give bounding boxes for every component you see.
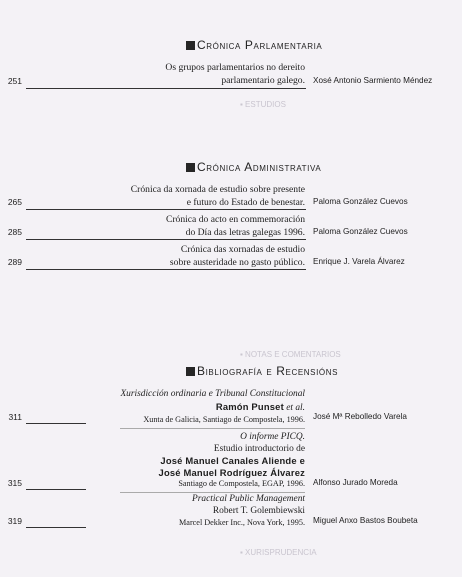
- show-through-text: ▪ XURISPRUDENCIA: [240, 548, 317, 557]
- work-title: O informe PICQ.: [240, 432, 305, 442]
- heading-square-icon: [186, 163, 195, 172]
- reviewer: Alfonso Jurado Moreda: [313, 478, 398, 487]
- review-details: [159, 432, 305, 490]
- heading-square-icon: [186, 41, 195, 50]
- page-number: 251: [7, 76, 22, 86]
- entry-author: Paloma González Cuevos: [313, 227, 408, 236]
- page-number: 319: [7, 516, 22, 526]
- entry-author: Enrique J. Varela Álvarez: [313, 257, 405, 266]
- page-number: 285: [7, 227, 22, 237]
- show-through-text: ▪ ESTUDIOS: [240, 100, 286, 109]
- entry-title: Crónica da xornada de estudio sobre presente e futuro do Estado de benestar.: [130, 184, 305, 208]
- review-details: [120, 389, 305, 426]
- publisher: Xunta de Galicia, Santiago de Compostela, 1996.: [143, 415, 305, 425]
- entry-divider: [120, 492, 305, 493]
- leader-rule: [26, 209, 306, 210]
- book-author-line: José Manuel Rodríguez Álvarez: [158, 466, 305, 478]
- entry-author: Paloma González Cuevos: [313, 197, 408, 206]
- leader-rule: [26, 269, 306, 270]
- reviewer: José Mª Rebolledo Varela: [313, 412, 407, 421]
- section-heading-bibliografia: Bibliografía e Recensións: [186, 364, 338, 378]
- entry-title: Os grupos parlamentarios no dereito parlamentario galego.: [165, 62, 305, 86]
- leader-rule: [26, 239, 306, 240]
- work-title: Practical Public Management: [192, 494, 305, 504]
- entry-divider: [120, 428, 305, 429]
- reviewer: Miguel Anxo Bastos Boubeta: [313, 516, 418, 525]
- publisher: Marcel Dekker Inc., Nova York, 1995.: [179, 518, 305, 528]
- work-subtitle: Estudio introductorio de: [213, 443, 305, 454]
- section-heading-administrativa: Crónica Administrativa: [186, 160, 321, 174]
- page-number: 311: [8, 412, 22, 422]
- book-author-line: Ramón Punset et al.: [215, 400, 305, 413]
- review-details: [179, 494, 305, 529]
- work-title: Xurisdicción ordinaria e Tribunal Constitucional: [120, 389, 305, 399]
- publisher: Santiago de Compostela, EGAP, 1996.: [178, 479, 305, 489]
- show-through-text: ▪ NOTAS E COMENTARIOS: [240, 350, 341, 359]
- leader-rule: [26, 88, 306, 89]
- leader-rule: [26, 489, 86, 490]
- heading-square-icon: [186, 367, 195, 376]
- section-heading-parlamentaria: Crónica Parlamentaria: [186, 38, 322, 52]
- entry-title: Crónica do acto en commemoración do Día das letras galegas 1996.: [165, 214, 305, 238]
- entry-author: Xosé Antonio Sarmiento Méndez: [313, 76, 433, 85]
- page-number: 315: [7, 478, 22, 488]
- page-number: 289: [7, 257, 22, 267]
- leader-rule: [26, 423, 86, 424]
- book-author-line: José Manuel Canales Aliende e: [160, 455, 305, 467]
- leader-rule: [26, 527, 86, 528]
- book-author-line: Robert T. Golembiewski: [212, 505, 305, 516]
- page-number: 265: [7, 197, 22, 207]
- entry-title: Crónica das xornadas de estudio sobre austeridade no gasto público.: [169, 244, 305, 268]
